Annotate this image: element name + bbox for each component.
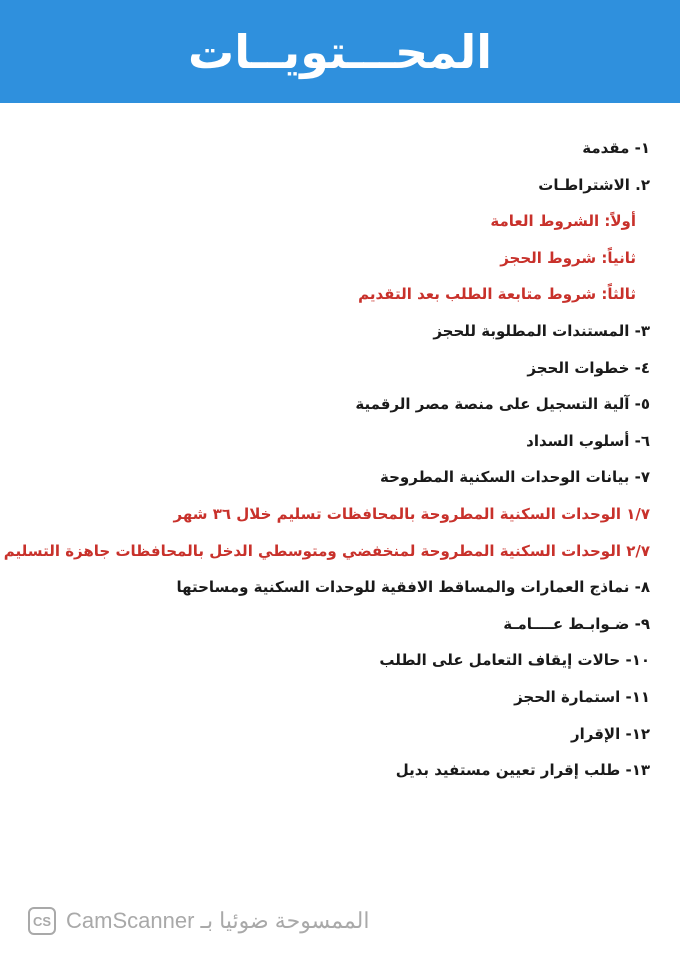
watermark-text: الممسوحة ضوئيا بـ CamScanner	[66, 908, 370, 933]
toc-item-intro: ١- مقدمة	[582, 139, 650, 157]
toc-item-suspension-cases: ١٠- حالات إيقاف التعامل على الطلب	[379, 651, 650, 670]
toc-item-registration: ٥- آلية التسجيل على منصة مصر الرقمية	[355, 395, 650, 414]
toc-item-booking-steps: ٤- خطوات الحجز	[527, 358, 650, 377]
toc-item-units-data: ٧- بيانات الوحدات السكنية المطروحة	[380, 468, 650, 487]
toc-subitem-followup-conditions: ثالثاً: شروط متابعة الطلب بعد التقديم	[358, 285, 636, 304]
toc-item-building-models: ٨- نماذج العمارات والمساقط الافقية للوحدات السكنية ومساحتها	[176, 578, 650, 597]
toc-subitem-units-ready: ٢/٧ الوحدات السكنية المطروحة لمنخفضي ومتوسطي الدخل بالمحافظات جاهزة التسليم	[3, 541, 650, 560]
page-title: المحـــتويــات	[187, 24, 493, 79]
toc-item-requirements: ٢. الاشتراطـات	[538, 175, 650, 194]
toc-item-documents: ٣- المستندات المطلوبة للحجز	[433, 321, 650, 340]
toc-subitem-general-conditions: أولاً: الشروط العامة	[490, 212, 636, 231]
toc-subitem-booking-conditions: ثانياً: شروط الحجز	[500, 248, 636, 267]
header-banner	[0, 0, 680, 103]
toc-item-booking-form: ١١- استمارة الحجز	[514, 687, 650, 706]
camscanner-watermark	[28, 905, 369, 937]
camscanner-logo-icon: CS	[28, 907, 56, 935]
toc-item-payment: ٦- أسلوب السداد	[526, 431, 650, 450]
toc-item-declaration: ١٢- الإقرار	[570, 724, 650, 743]
toc-subitem-units-36-months: ١/٧ الوحدات السكنية المطروحة بالمحافظات تسليم خلال ٣٦ شهر	[173, 504, 650, 523]
toc-item-beneficiary-request: ١٣- طلب إقرار تعيين مستفيد بديل	[395, 761, 650, 780]
table-of-contents	[3, 130, 650, 789]
toc-item-general-rules: ٩- ضـوابـط عــــامـة	[503, 614, 650, 633]
